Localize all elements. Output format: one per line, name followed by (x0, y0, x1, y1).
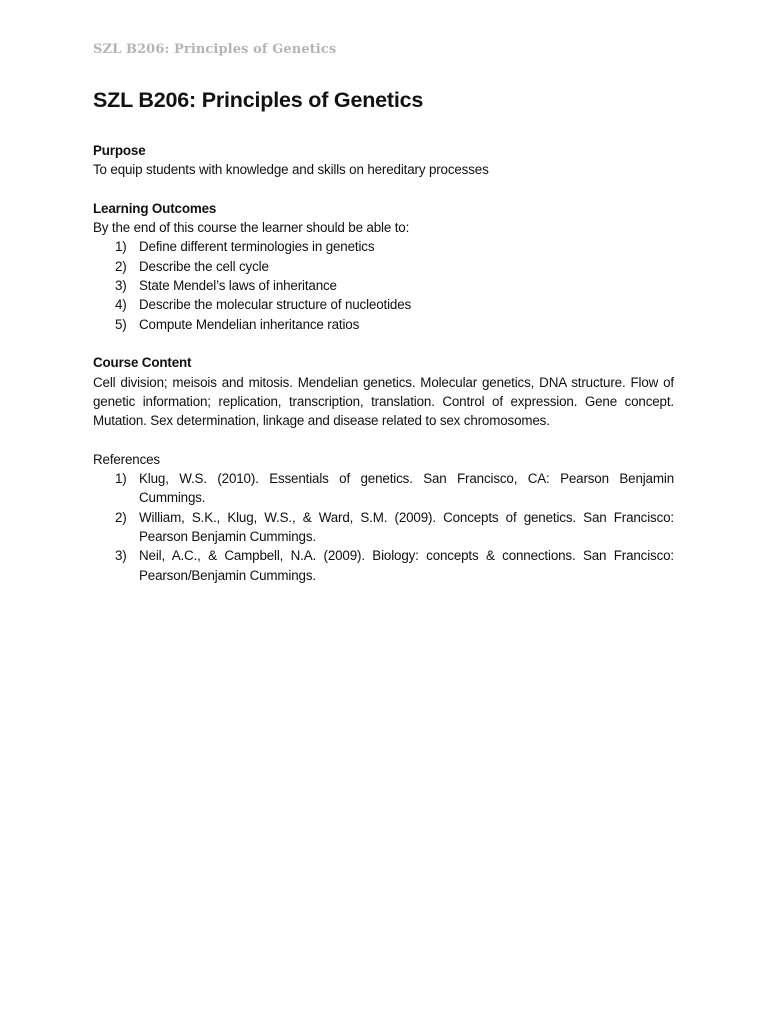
list-item (93, 276, 674, 295)
list-item (93, 257, 674, 276)
list-item-number: 2) (115, 258, 127, 274)
list-item-number: 1) (115, 239, 127, 255)
reference-item (93, 469, 674, 508)
references-section (93, 450, 674, 585)
learning-outcomes-intro: By the end of this course the learner should be able to: (93, 220, 410, 236)
course-content-text: Cell division; meisois and mitosis. Mendelian genetics. Molecular genetics, DNA structure. Flow of genetic information; replication, transcription, translation. Control of expression. Gene concept. Mutation. Sex determination, linkage and disease related to sex chromosomes. (93, 374, 674, 429)
course-content-heading: Course Content (93, 355, 192, 371)
reference-number: 1) (115, 471, 127, 487)
reference-text: Neil, A.C., & Campbell, N.A. (2009). Biology: concepts & connections. San Francisco: Pearson/Benjamin Cummings. (139, 548, 674, 583)
document-title: SZL B206: Principles of Genetics (93, 88, 424, 112)
reference-number: 2) (115, 509, 127, 525)
course-content-section (93, 353, 674, 430)
reference-number: 3) (115, 548, 127, 564)
list-item-text: Describe the molecular structure of nucleotides (139, 297, 412, 313)
list-item (93, 315, 674, 334)
learning-outcomes-section (93, 199, 674, 334)
learning-outcomes-heading: Learning Outcomes (93, 200, 217, 216)
references-heading: References (93, 451, 160, 467)
list-item-text: Describe the cell cycle (139, 258, 269, 274)
list-item (93, 295, 674, 314)
purpose-section (93, 141, 674, 180)
reference-text: Klug, W.S. (2010). Essentials of genetics. San Francisco, CA: Pearson Benjamin Cummings. (139, 471, 674, 506)
list-item-number: 5) (115, 316, 127, 332)
document-body (93, 141, 674, 585)
list-item-text: State Mendel’s laws of inheritance (139, 278, 337, 294)
learning-outcomes-list (93, 237, 674, 333)
purpose-heading: Purpose (93, 143, 146, 158)
list-item-text: Compute Mendelian inheritance ratios (139, 316, 360, 332)
list-item-text: Define different terminologies in genetics (139, 239, 375, 255)
references-list (93, 469, 674, 585)
list-item (93, 237, 674, 256)
reference-item (93, 546, 674, 585)
reference-item (93, 508, 674, 547)
purpose-text: To equip students with knowledge and skills on hereditary processes (93, 162, 489, 178)
reference-text: William, S.K., Klug, W.S., & Ward, S.M. (2009). Concepts of genetics. San Francisco: Pearson Benjamin Cummings. (139, 509, 674, 544)
list-item-number: 4) (115, 297, 127, 313)
running-header: SZL B206: Principles of Genetics (93, 42, 337, 57)
list-item-number: 3) (115, 278, 127, 294)
